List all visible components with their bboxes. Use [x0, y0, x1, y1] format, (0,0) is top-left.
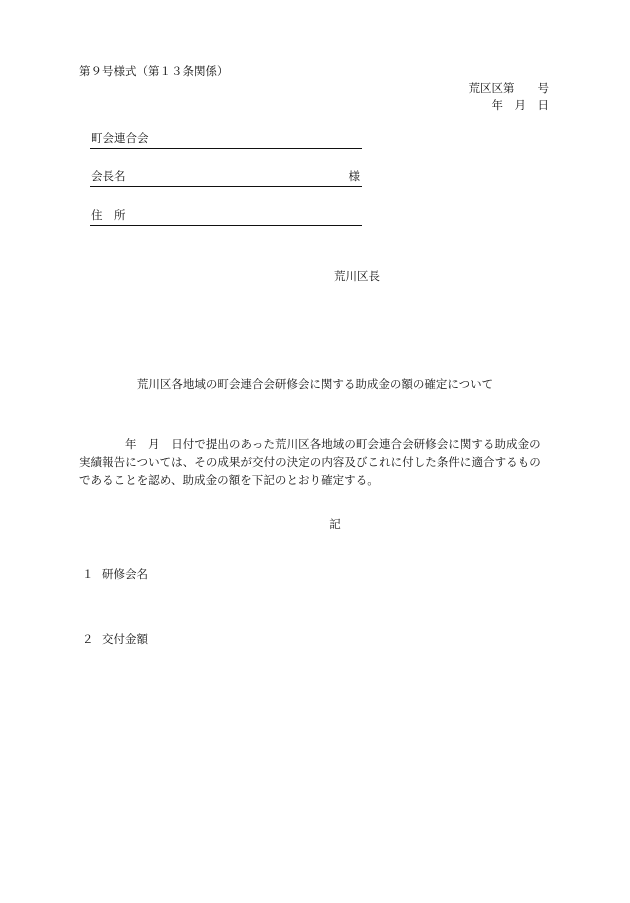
body-line: 年 月 日付で提出のあった荒川区各地域の町会連合会研修会に関する助成金の [125, 437, 541, 451]
sender-name: 荒川区長 [334, 269, 380, 283]
address-label: 住 所 [91, 208, 126, 222]
chairman-field [90, 166, 362, 187]
association-label: 町会連合会 [91, 131, 149, 145]
body-line: であることを認め、助成金の額を下記のとおり確定する。 [79, 473, 379, 487]
ki-heading: 記 [329, 517, 341, 531]
list-item [82, 631, 148, 647]
address-field [90, 205, 362, 226]
chairman-label: 会長名 [91, 169, 126, 183]
body-line: 実績報告については、その成果が交付の決定の内容及びこれに付した条件に適合するもの [79, 455, 541, 469]
body-text [79, 435, 559, 489]
association-field [90, 128, 362, 149]
document-date: 年 月 日 [491, 98, 549, 112]
item-label: 交付金額 [102, 632, 148, 646]
document-number: 荒区区第 号 [468, 81, 549, 95]
honorific: 様 [348, 169, 360, 183]
item-label: 研修会名 [102, 567, 148, 581]
list-item [82, 566, 148, 582]
item-number: ２ [82, 632, 94, 646]
form-number: 第９号様式（第１３条関係） [79, 64, 229, 78]
document-subject: 荒川区各地域の町会連合会研修会に関する助成金の額の確定について [136, 377, 494, 391]
item-number: １ [82, 567, 94, 581]
